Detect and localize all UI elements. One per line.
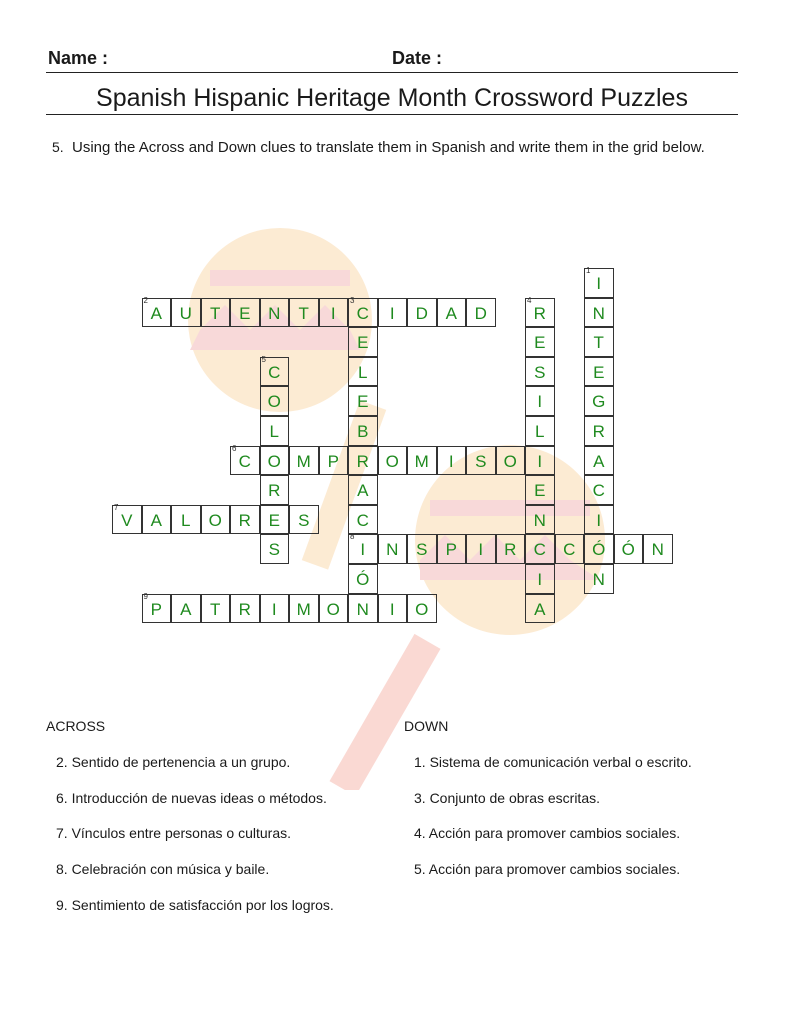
grid-cell[interactable] <box>319 298 349 328</box>
grid-letter: N <box>592 303 605 323</box>
grid-cell[interactable] <box>525 327 555 357</box>
grid-cell[interactable] <box>142 505 172 535</box>
clue-number: 9 <box>143 591 148 601</box>
grid-letter: A <box>445 303 457 323</box>
grid-cell[interactable] <box>348 564 378 594</box>
clue-number: 3 <box>350 295 355 305</box>
grid-letter: I <box>448 451 454 471</box>
grid-letter: U <box>179 303 192 323</box>
grid-cell[interactable] <box>614 534 644 564</box>
grid-cell[interactable] <box>289 505 319 535</box>
grid-cell[interactable] <box>348 327 378 357</box>
grid-cell[interactable] <box>142 295 172 328</box>
grid-letter: C <box>592 481 605 501</box>
across-clue: 6. Introducción de nuevas ideas o métodos. <box>56 790 327 806</box>
grid-cell[interactable] <box>348 295 378 328</box>
grid-letter: L <box>269 422 279 441</box>
grid-cell[interactable] <box>437 298 467 328</box>
grid-cell[interactable] <box>112 502 142 535</box>
grid-letter: E <box>357 392 369 412</box>
grid-letter: S <box>534 362 546 382</box>
down-clue: 4. Acción para promover cambios sociales. <box>414 825 681 841</box>
grid-letter: C <box>356 510 369 530</box>
grid-letter: L <box>535 422 545 441</box>
grid-cell[interactable] <box>378 594 408 624</box>
grid-letter: N <box>356 599 369 619</box>
grid-letter: S <box>298 510 310 530</box>
grid-cell[interactable] <box>319 446 349 476</box>
grid-cell[interactable] <box>348 505 378 535</box>
grid-cell[interactable] <box>584 475 614 505</box>
grid-letter: B <box>357 422 369 441</box>
grid-letter: S <box>268 540 280 560</box>
grid-letter: R <box>533 303 546 323</box>
grid-letter: L <box>181 510 191 530</box>
grid-letter: R <box>592 422 605 441</box>
instruction-number: 5. <box>52 139 64 155</box>
grid-cell[interactable] <box>584 386 614 416</box>
grid-letter: I <box>389 303 395 323</box>
grid-cell[interactable] <box>584 505 614 535</box>
grid-cell[interactable] <box>348 594 378 624</box>
grid-cell[interactable] <box>201 594 231 624</box>
grid-letter: O <box>385 451 399 471</box>
grid-letter: O <box>415 599 429 619</box>
grid-letter: O <box>326 599 340 619</box>
grid-cell[interactable] <box>289 594 319 624</box>
grid-letter: A <box>534 599 546 619</box>
grid-cell[interactable] <box>230 505 260 535</box>
grid-letter: T <box>210 303 221 323</box>
grid-cell[interactable] <box>584 327 614 357</box>
grid-letter: T <box>298 303 309 323</box>
grid-cell[interactable] <box>260 475 290 505</box>
grid-cell[interactable] <box>496 446 526 476</box>
grid-cell[interactable] <box>378 534 408 564</box>
grid-cell[interactable] <box>525 446 555 476</box>
grid-letter: I <box>596 274 602 293</box>
grid-letter: M <box>296 599 311 619</box>
page-title: Spanish Hispanic Heritage Month Crossword Puzzles <box>46 82 738 115</box>
grid-cell[interactable] <box>525 357 555 387</box>
grid-letter: S <box>416 540 428 560</box>
grid-letter: E <box>534 481 546 501</box>
grid-cell[interactable] <box>584 446 614 476</box>
clue-number: 1 <box>586 266 591 275</box>
grid-letter: N <box>386 540 399 560</box>
grid-letter: C <box>533 540 546 560</box>
grid-letter: T <box>210 599 221 619</box>
grid-letter: I <box>330 303 336 323</box>
grid-cell[interactable] <box>230 298 260 328</box>
grid-cell[interactable] <box>466 534 496 564</box>
grid-letter: Ó <box>356 570 370 589</box>
grid-letter: P <box>327 451 339 471</box>
grid-cell[interactable] <box>171 594 201 624</box>
grid-letter: L <box>358 362 368 382</box>
grid-letter: T <box>593 333 604 353</box>
grid-cell[interactable] <box>437 534 467 564</box>
date-label: Date : <box>392 48 443 68</box>
grid-letter: N <box>592 570 605 589</box>
grid-cell[interactable] <box>584 357 614 387</box>
grid-cell[interactable] <box>466 446 496 476</box>
grid-cell[interactable] <box>289 446 319 476</box>
grid-cell[interactable] <box>260 386 290 416</box>
grid-letter: I <box>596 510 602 530</box>
grid-letter: E <box>593 362 605 382</box>
down-clue: 1. Sistema de comunicación verbal o escrito. <box>414 754 692 770</box>
grid-letter: S <box>475 451 487 471</box>
grid-letter: I <box>537 570 543 589</box>
grid-cell[interactable] <box>407 446 437 476</box>
down-heading: DOWN <box>404 718 449 734</box>
grid-cell[interactable] <box>378 298 408 328</box>
grid-letter: A <box>357 481 369 501</box>
instruction-text: Using the Across and Down clues to translate them in Spanish and write them in the grid below. <box>72 139 705 156</box>
grid-letter: O <box>208 510 222 530</box>
grid-letter: O <box>503 451 517 471</box>
grid-cell[interactable] <box>584 298 614 328</box>
clue-number: 7 <box>114 502 119 512</box>
grid-letter: O <box>267 392 281 412</box>
grid-cell[interactable] <box>378 446 408 476</box>
grid-letter: P <box>150 599 162 619</box>
grid-cell[interactable] <box>525 564 555 594</box>
grid-letter: A <box>150 303 162 323</box>
grid-letter: V <box>121 510 133 530</box>
across-clue: 9. Sentimiento de satisfacción por los logros. <box>56 897 334 913</box>
grid-cell[interactable] <box>260 354 290 387</box>
grid-letter: D <box>474 303 487 323</box>
grid-cell[interactable] <box>437 446 467 476</box>
grid-cell[interactable] <box>525 534 555 564</box>
down-clue: 5. Acción para promover cambios sociales. <box>414 861 681 877</box>
grid-letter: I <box>389 599 395 619</box>
grid-cell[interactable] <box>348 534 378 564</box>
grid-cell[interactable] <box>555 534 585 564</box>
down-clue: 3. Conjunto de obras escritas. <box>414 790 600 806</box>
grid-letter: C <box>238 451 251 471</box>
grid-cell[interactable] <box>584 534 614 564</box>
grid-cell[interactable] <box>584 564 614 594</box>
across-clue: 2. Sentido de pertenencia a un grupo. <box>56 754 291 770</box>
grid-cell[interactable] <box>142 591 172 624</box>
grid-letter: R <box>268 481 281 501</box>
grid-letter: R <box>504 540 517 560</box>
grid-letter: O <box>267 451 281 471</box>
grid-cell[interactable] <box>407 534 437 564</box>
grid-cell[interactable] <box>348 357 378 387</box>
grid-letter: E <box>268 510 280 530</box>
grid-letter: I <box>537 451 543 471</box>
grid-cell[interactable] <box>525 416 555 446</box>
grid-cell[interactable] <box>348 475 378 505</box>
grid-letter: I <box>537 392 543 412</box>
grid-letter: E <box>357 333 369 353</box>
grid-letter: R <box>238 599 251 619</box>
grid-cell[interactable] <box>230 443 260 476</box>
grid-cell[interactable] <box>289 298 319 328</box>
grid-cell[interactable] <box>230 594 260 624</box>
grid-cell[interactable] <box>348 386 378 416</box>
clue-number: 4 <box>527 295 532 305</box>
clue-number: 5 <box>261 354 266 364</box>
grid-cell[interactable] <box>348 446 378 476</box>
across-clue: 7. Vínculos entre personas o culturas. <box>56 825 292 841</box>
across-heading: ACROSS <box>46 718 106 734</box>
grid-cell[interactable] <box>525 386 555 416</box>
grid-cell[interactable] <box>525 505 555 535</box>
grid-letter: R <box>238 510 251 530</box>
grid-letter: Ó <box>592 540 606 560</box>
grid-letter: I <box>360 540 366 560</box>
grid-cell[interactable] <box>348 416 378 446</box>
grid-cell[interactable] <box>584 268 614 298</box>
grid-cell[interactable] <box>319 594 349 624</box>
grid-letter: G <box>592 392 606 412</box>
grid-cell[interactable] <box>260 594 290 624</box>
grid-cell[interactable] <box>260 505 290 535</box>
grid-letter: E <box>239 303 251 323</box>
grid-cell[interactable] <box>201 298 231 328</box>
name-label: Name : <box>48 48 109 68</box>
grid-cell[interactable] <box>260 416 290 446</box>
grid-letter: N <box>651 540 664 560</box>
grid-letter: P <box>445 540 457 560</box>
grid-letter: A <box>593 451 605 471</box>
grid-cell[interactable] <box>525 475 555 505</box>
clue-number: 2 <box>143 295 148 305</box>
grid-letter: I <box>478 540 484 560</box>
clue-number: 8 <box>350 532 355 542</box>
grid-letter: I <box>271 599 277 619</box>
grid-letter: E <box>534 333 546 353</box>
grid-letter: D <box>415 303 428 323</box>
grid-cell[interactable] <box>496 534 526 564</box>
grid-letter: A <box>180 599 192 619</box>
grid-cell[interactable] <box>525 295 555 328</box>
grid-letter: N <box>533 510 546 530</box>
grid-cell[interactable] <box>171 505 201 535</box>
grid-cell[interactable] <box>407 594 437 624</box>
grid-letter: C <box>563 540 576 560</box>
grid-letter: C <box>268 362 281 382</box>
grid-letter: M <box>414 451 429 471</box>
grid-letter: C <box>356 303 369 323</box>
grid-cell[interactable] <box>407 298 437 328</box>
grid-letter: M <box>296 451 311 471</box>
grid-cell[interactable] <box>525 594 555 624</box>
grid-cell[interactable] <box>260 534 290 564</box>
grid-cell[interactable] <box>643 534 673 564</box>
grid-cell[interactable] <box>171 298 201 328</box>
across-clue: 8. Celebración con música y baile. <box>56 861 270 877</box>
grid-letter: A <box>150 510 162 530</box>
grid-cell[interactable] <box>260 298 290 328</box>
grid-cell[interactable] <box>466 298 496 328</box>
grid-cell[interactable] <box>260 446 290 476</box>
clue-number: 6 <box>232 443 237 453</box>
grid-letter: Ó <box>621 540 635 560</box>
grid-cell[interactable] <box>201 505 231 535</box>
grid-cell[interactable] <box>584 416 614 446</box>
grid-letter: N <box>268 303 281 323</box>
grid-letter: R <box>356 451 369 471</box>
